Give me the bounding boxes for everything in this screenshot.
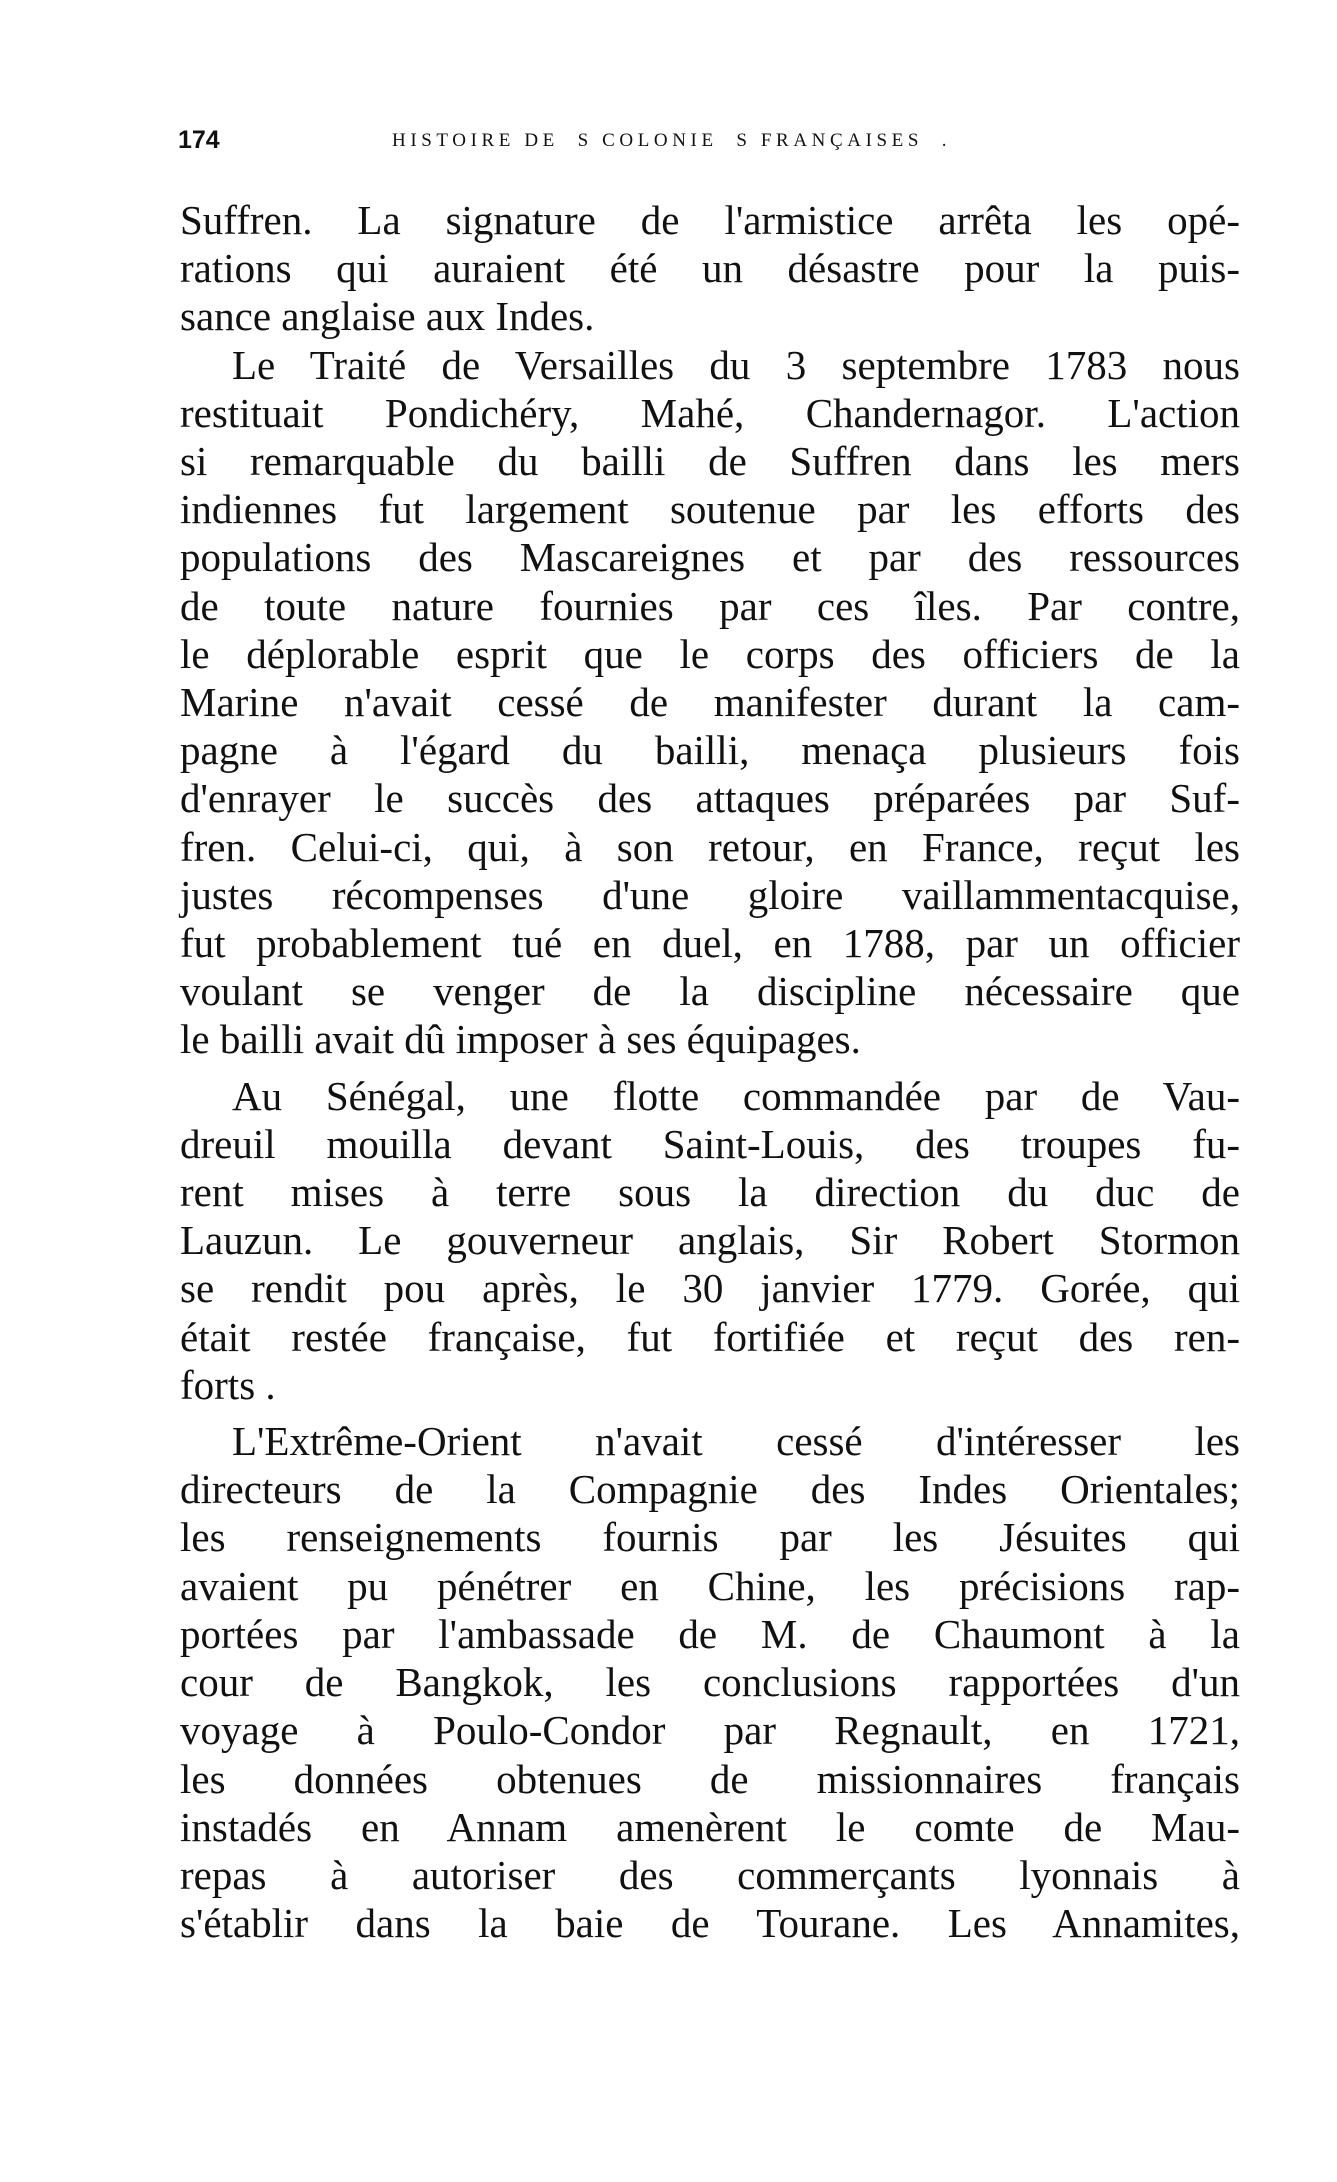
text-line: forts . — [180, 1361, 276, 1408]
text-line: le bailli avait dû imposer à ses équipages. — [180, 1016, 861, 1063]
text-line: pagne à l'égard du bailli, menaça plusieurs fois — [180, 727, 1240, 774]
text-line: Lauzun. Le gouverneur anglais, Sir Robert Stormon — [180, 1217, 1240, 1264]
text-line: indiennes fut largement soutenue par les efforts des — [180, 486, 1240, 533]
text-line: d'enrayer le succès des attaques préparées par Suf- — [180, 775, 1240, 822]
text-line: Le Traité de Versailles du 3 septembre 1783 nous — [232, 341, 1240, 388]
text-line: était restée française, fut fortifiée et reçut des ren- — [180, 1313, 1240, 1360]
text-line: sance anglaise aux Indes. — [180, 293, 595, 340]
text-line: restituait Pondichéry, Mahé, Chandernagor. L'action — [180, 389, 1240, 436]
body-text — [180, 196, 1240, 1947]
text-line: se rendit pou après, le 30 janvier 1779. Gorée, qui — [180, 1265, 1240, 1312]
text-line: Au Sénégal, une flotte commandée par de Vau- — [232, 1072, 1240, 1119]
text-line: si remarquable du bailli de Suffren dans les mers — [180, 438, 1240, 485]
text-line: de toute nature fournies par ces îles. Par contre, — [180, 582, 1240, 629]
text-line: avaient pu pénétrer en Chine, les précisions rap- — [180, 1562, 1240, 1609]
text-line: Marine n'avait cessé de manifester durant la cam- — [180, 679, 1240, 726]
text-line: rations qui auraient été un désastre pour la puis- — [180, 245, 1240, 292]
text-line: populations des Mascareignes et par des ressources — [180, 534, 1240, 581]
text-line: L'Extrême-Orient n'avait cessé d'intéresser les — [232, 1418, 1240, 1465]
running-head — [178, 124, 1248, 164]
text-line: dreuil mouilla devant Saint-Louis, des troupes fu- — [180, 1120, 1240, 1167]
text-line: le déplorable esprit que le corps des officiers de la — [180, 630, 1240, 677]
text-line: s'établir dans la baie de Tourane. Les Annamites, — [180, 1900, 1240, 1947]
text-line: voulant se venger de la discipline nécessaire que — [180, 968, 1240, 1015]
text-line: les données obtenues de missionnaires français — [180, 1755, 1240, 1802]
page-number: 174 — [178, 126, 220, 154]
text-line: Suffren. La signature de l'armistice arrêta les opé- — [180, 197, 1240, 243]
text-line: voyage à Poulo-Condor par Regnault, en 1721, — [180, 1707, 1240, 1754]
text-line: cour de Bangkok, les conclusions rapportées d'un — [180, 1659, 1240, 1706]
text-line: portées par l'ambassade de M. de Chaumont à la — [180, 1610, 1240, 1657]
text-line: justes récompenses d'une gloire vaillammentacquise, — [180, 871, 1240, 918]
text-line: directeurs de la Compagnie des Indes Orientales; — [180, 1466, 1240, 1513]
paragraph-2 — [180, 341, 1240, 1064]
running-title: HISTOIRE DE S COLONIE S FRANÇAISES . — [392, 130, 952, 151]
paragraph-4 — [180, 1417, 1240, 1947]
text-line: repas à autoriser des commerçants lyonnais à — [180, 1851, 1240, 1898]
text-line: les renseignements fournis par les Jésuites qui — [180, 1514, 1240, 1561]
text-line: rent mises à terre sous la direction du duc de — [180, 1169, 1240, 1216]
paragraph-1 — [180, 196, 1240, 341]
text-line: fut probablement tué en duel, en 1788, par un officier — [180, 920, 1240, 967]
text-line: instadés en Annam amenèrent le comte de Mau- — [180, 1803, 1240, 1850]
paragraph-3 — [180, 1072, 1240, 1409]
text-line: fren. Celui-ci, qui, à son retour, en France, reçut les — [180, 823, 1240, 870]
